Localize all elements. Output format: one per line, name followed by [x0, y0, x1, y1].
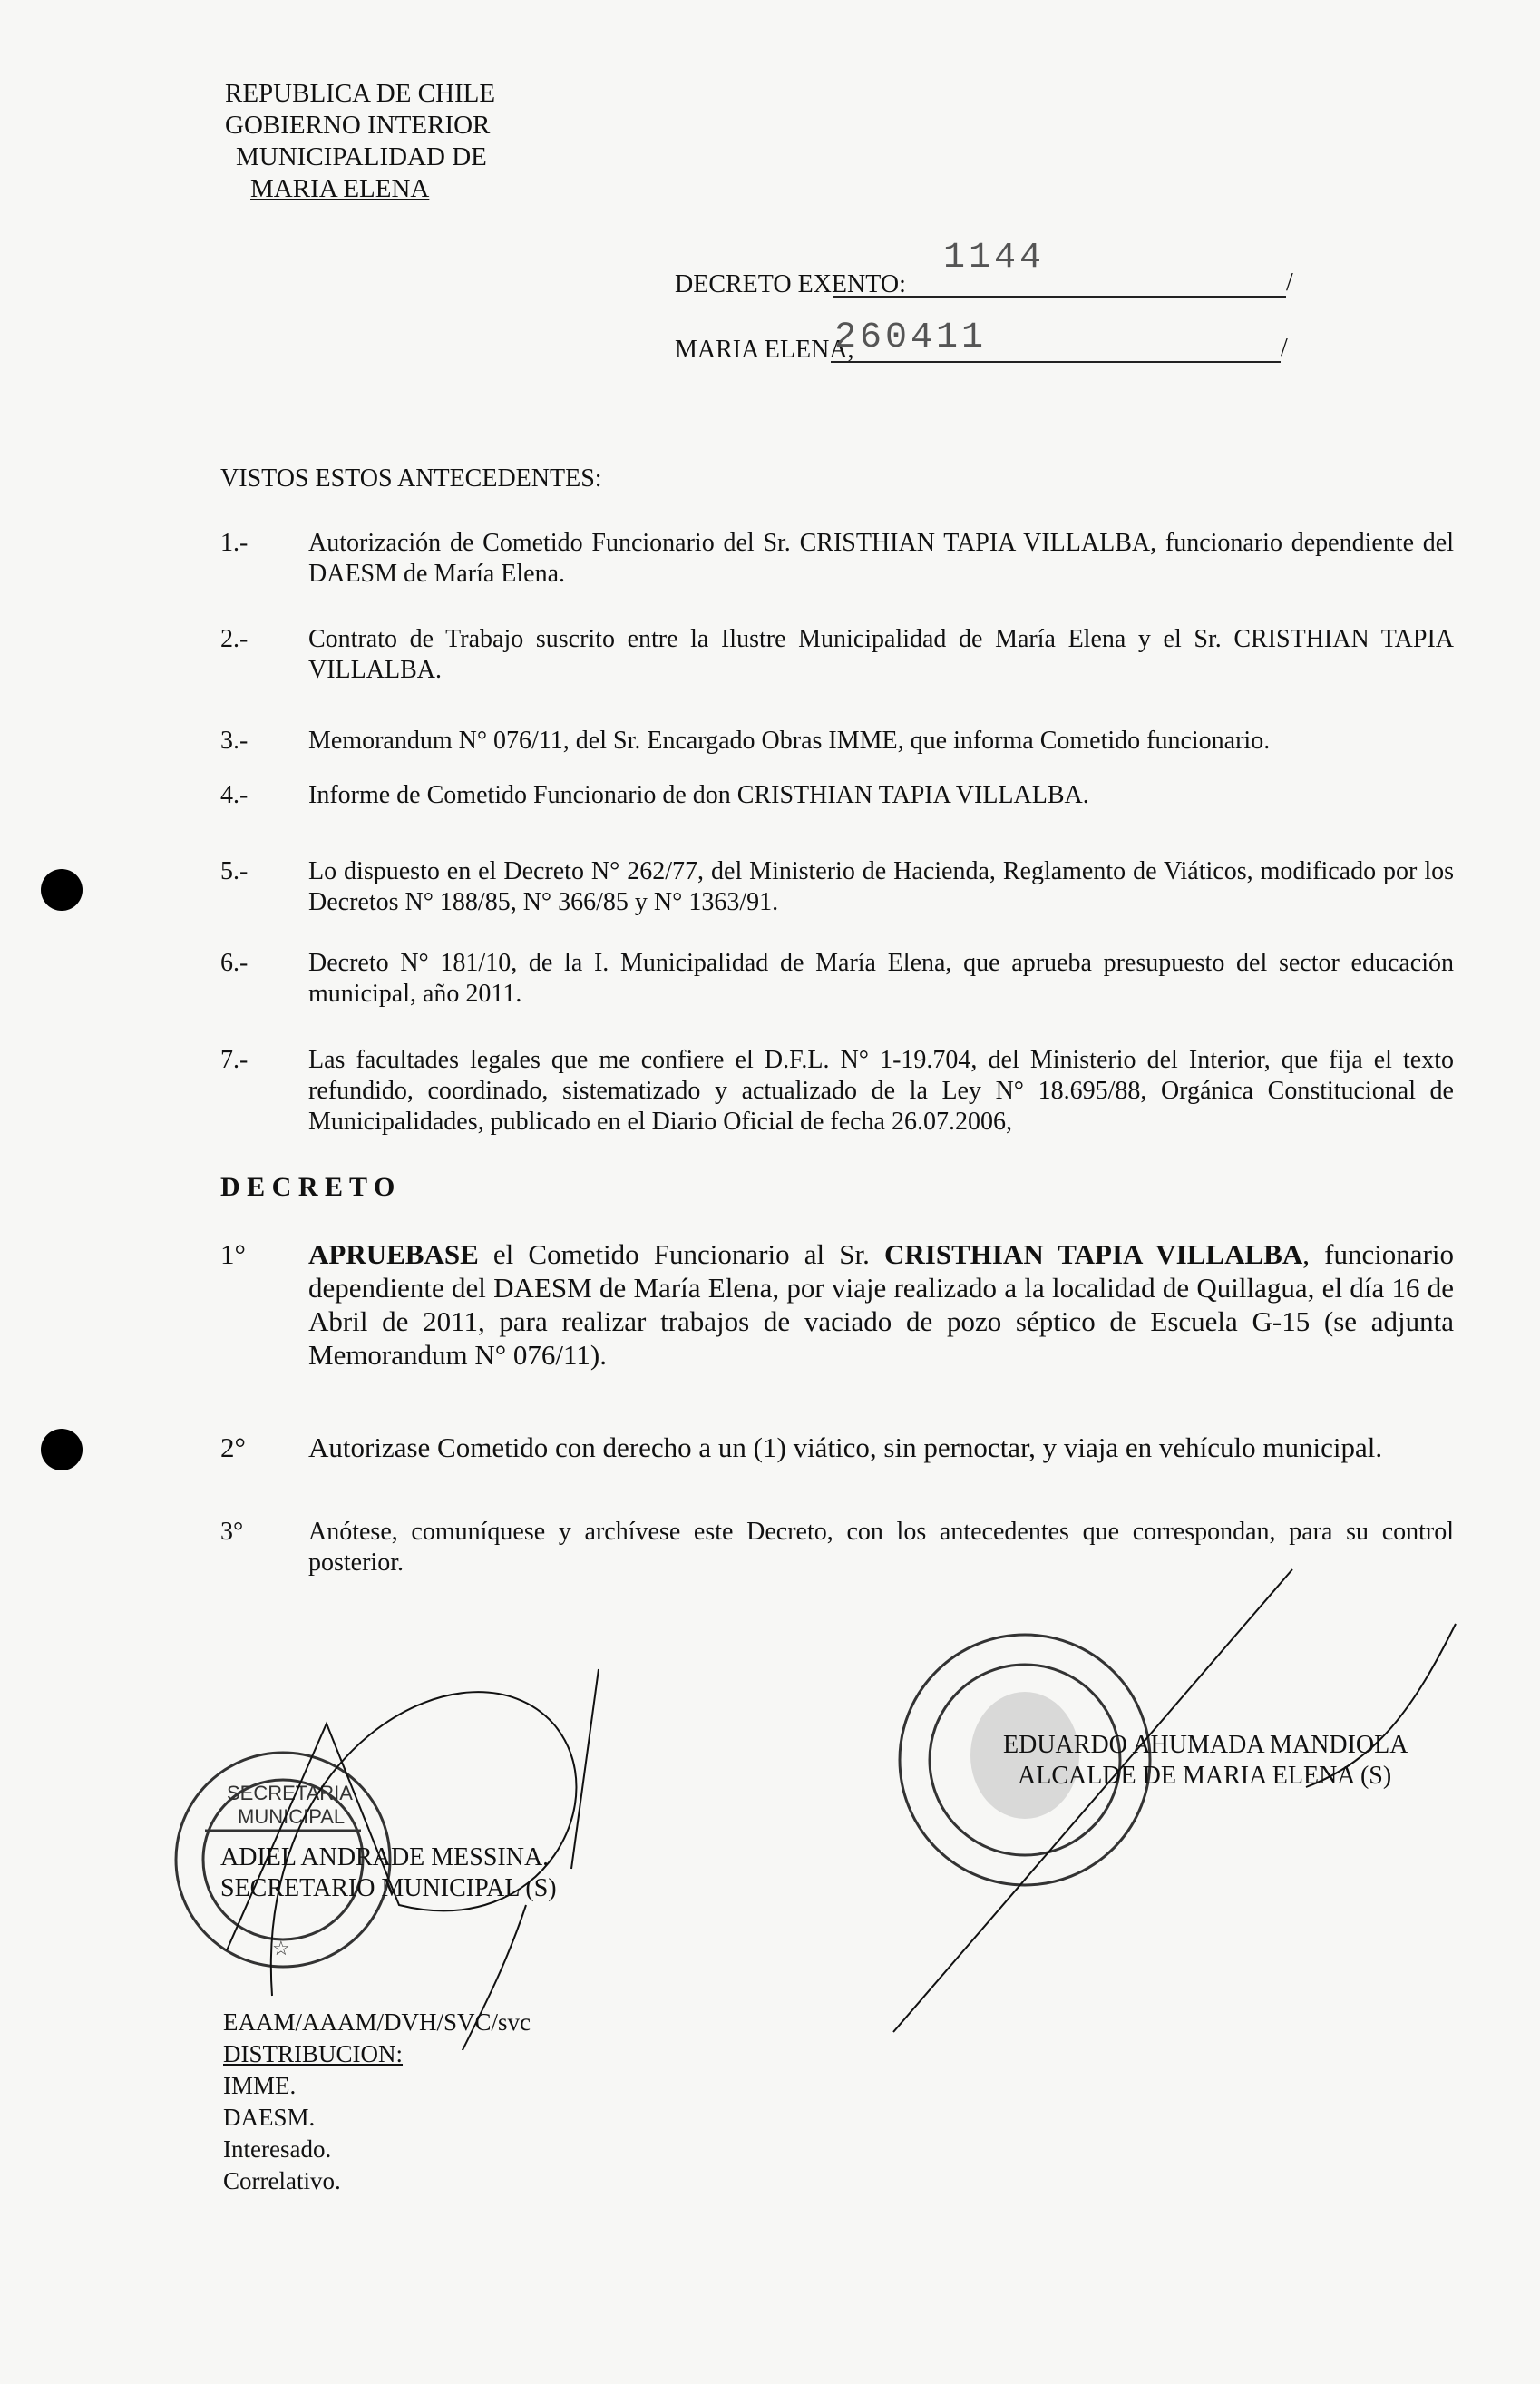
slash: /: [1286, 269, 1293, 297]
decreto-title: D E C R E T O: [220, 1172, 395, 1202]
list-item: [220, 528, 1454, 590]
stamp-text: SECRETARIA: [227, 1782, 353, 1804]
punch-hole: [41, 1429, 83, 1470]
secretary-name: ADIEL ANDRADE MESSINA.: [220, 1843, 550, 1871]
item-text: Autorización de Cometido Funcionario del Sr. CRISTHIAN TAPIA VILLALBA, funcionario dependiente del DAESM de María Elena.: [308, 529, 1454, 588]
star-icon: ☆: [272, 1937, 290, 1959]
place-label: MARIA ELENA,: [675, 336, 854, 364]
item-number: 3.-: [220, 727, 249, 755]
article-text: Anótese, comuníquese y archívese este Decreto, con los antecedentes que correspondan, para su control posterior.: [308, 1518, 1454, 1577]
slash: /: [1281, 334, 1288, 362]
list-item: [220, 726, 1454, 757]
distribution: [223, 2007, 531, 2197]
secretary-title: SECRETARIO MUNICIPAL (S): [220, 1874, 557, 1902]
article-text: Autorizase Cometido con derecho a un (1) viático, sin pernoctar, y viaja en vehículo municipal.: [308, 1431, 1383, 1463]
article-text: [308, 1237, 1454, 1372]
text: el Cometido Funcionario al Sr.: [478, 1238, 884, 1270]
letterhead-line: MUNICIPALIDAD DE: [236, 142, 487, 171]
item-number: 1.-: [220, 529, 249, 557]
decree-label: DECRETO EXENTO:: [675, 270, 906, 298]
bold-text: APRUEBASE: [308, 1238, 479, 1270]
text: , funcionario dependiente del DAESM de María Elena, por viaje realizado a la localidad de Quillagua, el día 16 de Abril de 2011, para realizar trabajos de vaciado de pozo séptico de Escuela G-15 (se adjunta Memorandum N° 076/11).: [308, 1238, 1455, 1371]
list-item: [220, 780, 1454, 811]
stamp-text: MUNICIPAL: [238, 1805, 346, 1828]
list-item: [220, 624, 1454, 686]
list-item: [220, 948, 1454, 1010]
letterhead-line: REPUBLICA DE CHILE: [225, 79, 496, 108]
item-text: Decreto N° 181/10, de la I. Municipalidad de María Elena, que aprueba presupuesto del sector educación municipal, año 2011.: [308, 949, 1454, 1008]
item-number: 2.-: [220, 625, 249, 653]
stamps-and-signatures: [0, 1560, 1540, 2050]
letterhead-line: MARIA ELENA: [250, 174, 430, 203]
item-number: 6.-: [220, 949, 249, 977]
list-item: [220, 856, 1454, 918]
item-number: 7.-: [220, 1046, 249, 1074]
item-text: Las facultades legales que me confiere el D.F.L. N° 1-19.704, del Ministerio del Interior, que fija el texto refundido, coordinado, sistematizado y actualizado de la Ley N° 18.695/88, Orgánica Constitucional de Municipalidades, publicado en el Diario Oficial de fecha 26.07.2006,: [308, 1046, 1454, 1136]
article-number: 1°: [220, 1238, 246, 1270]
article-number: 3°: [220, 1518, 244, 1546]
item-text: Contrato de Trabajo suscrito entre la Ilustre Municipalidad de María Elena y el Sr. CRISTHIAN TAPIA VILLALBA.: [308, 625, 1454, 684]
distribution-item: DAESM.: [223, 2104, 316, 2131]
vistos-title: VISTOS ESTOS ANTECEDENTES:: [220, 464, 602, 493]
bold-text: CRISTHIAN TAPIA VILLALBA: [884, 1238, 1303, 1270]
item-text: Lo dispuesto en el Decreto N° 262/77, del Ministerio de Hacienda, Reglamento de Viáticos, modificado por los Decretos N° 188/85, N° 366/85 y N° 1363/91.: [308, 857, 1454, 916]
distribution-item: Interesado.: [223, 2135, 332, 2163]
decree-date: 260411: [834, 318, 988, 358]
decree-number: 1144: [943, 238, 1046, 278]
mayor-title: ALCALDE DE MARIA ELENA (S): [1018, 1762, 1392, 1790]
article: [220, 1431, 1454, 1464]
distribution-item: Correlativo.: [223, 2167, 341, 2194]
list-item: [220, 1045, 1454, 1138]
article: [220, 1237, 1454, 1372]
item-number: 5.-: [220, 857, 249, 885]
letterhead: [225, 78, 495, 205]
item-text: Memorandum N° 076/11, del Sr. Encargado Obras IMME, que informa Cometido funcionario.: [308, 727, 1271, 755]
punch-hole: [41, 869, 83, 911]
letterhead-line: GOBIERNO INTERIOR: [225, 111, 491, 140]
mayor-name: EDUARDO AHUMADA MANDIOLA: [1003, 1731, 1408, 1759]
distribution-title: DISTRIBUCION:: [223, 2040, 404, 2067]
distribution-item: IMME.: [223, 2072, 297, 2099]
article-number: 2°: [220, 1431, 246, 1463]
item-text: Informe de Cometido Funcionario de don CRISTHIAN TAPIA VILLALBA.: [308, 781, 1089, 809]
mayor-signature: [893, 1569, 1456, 2032]
item-number: 4.-: [220, 781, 249, 809]
initials: EAAM/AAAM/DVH/SVC/svc: [223, 2008, 531, 2036]
